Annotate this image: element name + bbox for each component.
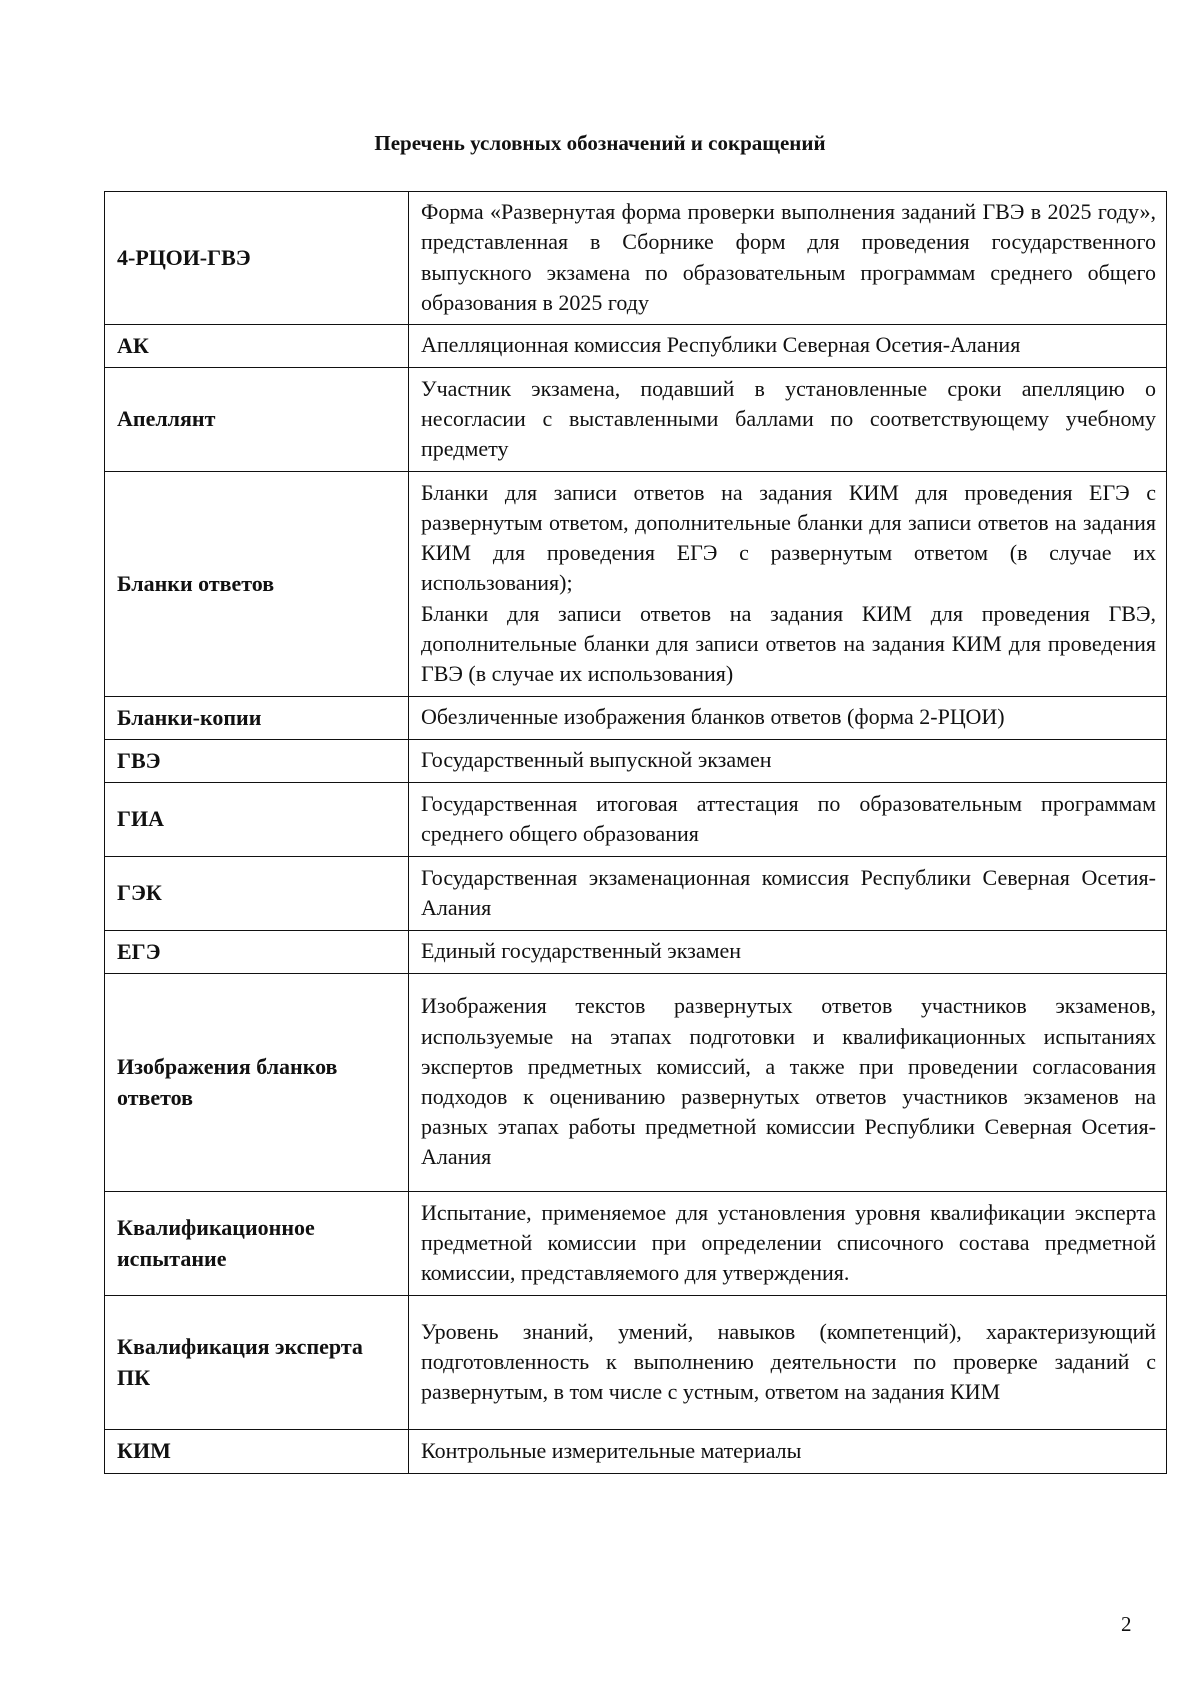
table-row [105,697,1167,740]
term-cell: Бланки ответов [105,472,409,697]
term-cell: Апеллянт [105,368,409,472]
definition-paragraph: Бланки для записи ответов на задания КИМ для проведения ЕГЭ с развернутым ответом, дополнительные бланки для записи ответов на задания КИМ для проведения ЕГЭ с развернутым ответом (в случае их использования); [421,479,1156,596]
definition-cell: Изображения текстов развернутых ответов участников экзаменов, используемые на этапах подготовки и квалификационных испытаниях экспертов предметных комиссий, а также при проведении согласования подходов к оцениванию развернутых ответов участников экзаменов на разных этапах работы предметной комиссии Республики Северная Осетия-Алания [409,974,1167,1192]
definition-cell [409,472,1167,697]
table-row [105,857,1167,931]
definition-cell: Государственный выпускной экзамен [409,740,1167,783]
definition-cell: Форма «Развернутая форма проверки выполнения заданий ГВЭ в 2025 году», представленная в Сборнике форм для проведения государственного выпускного экзамена по образовательным программам среднего общего образования в 2025 году [409,192,1167,325]
table-row [105,325,1167,368]
table-row [105,472,1167,697]
table-row [105,740,1167,783]
term-cell: ГИА [105,783,409,857]
term-cell: АК [105,325,409,368]
page-number: 2 [1121,1612,1132,1636]
table-row [105,368,1167,472]
definition-paragraph: Бланки для записи ответов на задания КИМ для проведения ГВЭ, дополнительные бланки для записи ответов на задания КИМ для проведения ГВЭ (в случае их использования) [421,600,1156,686]
definition-cell: Уровень знаний, умений, навыков (компетенций), характеризующий подготовленность к выполнению деятельности по проверке заданий с развернутым, в том числе с устным, ответом на задания КИМ [409,1296,1167,1430]
abbreviations-table [104,191,1167,1474]
definition-cell: Испытание, применяемое для установления уровня квалификации эксперта предметной комиссии при определении списочного состава предметной комиссии, представляемого для утверждения. [409,1192,1167,1296]
definition-cell: Государственная экзаменационная комиссия Республики Северная Осетия-Алания [409,857,1167,931]
term-cell: ГВЭ [105,740,409,783]
definition-cell: Контрольные измерительные материалы [409,1430,1167,1474]
definition-cell: Государственная итоговая аттестация по образовательным программам среднего общего образования [409,783,1167,857]
term-cell: Изображения бланков ответов [105,974,409,1192]
definition-cell: Обезличенные изображения бланков ответов (форма 2-РЦОИ) [409,697,1167,740]
table-row [105,192,1167,325]
page-title: Перечень условных обозначений и сокращений [374,131,826,155]
term-cell: Квалификация эксперта ПК [105,1296,409,1430]
table-row [105,1296,1167,1430]
table-row [105,974,1167,1192]
term-cell: КИМ [105,1430,409,1474]
term-cell: ГЭК [105,857,409,931]
definition-cell: Апелляционная комиссия Республики Северная Осетия-Алания [409,325,1167,368]
definition-cell: Участник экзамена, подавший в установленные сроки апелляцию о несогласии с выставленными баллами по соответствующему учебному предмету [409,368,1167,472]
table-row [105,1192,1167,1296]
table-row [105,1430,1167,1474]
term-cell: Бланки-копии [105,697,409,740]
term-cell: ЕГЭ [105,931,409,974]
table-row [105,931,1167,974]
definition-cell: Единый государственный экзамен [409,931,1167,974]
term-cell: Квалификационное испытание [105,1192,409,1296]
table-row [105,783,1167,857]
term-cell: 4-РЦОИ-ГВЭ [105,192,409,325]
